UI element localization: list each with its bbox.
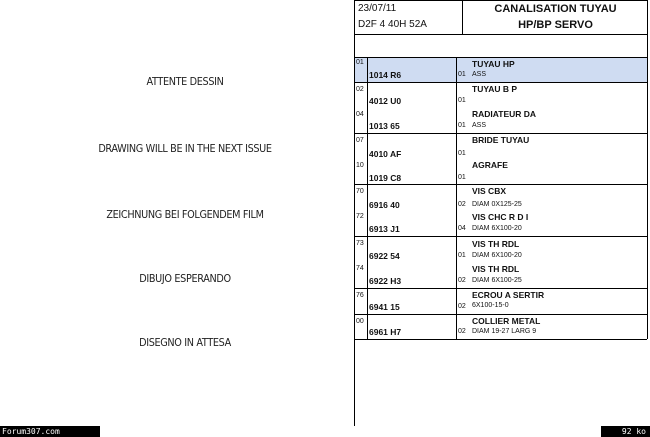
part-qty: 01 [458,97,466,104]
placeholder-text-de: ZEICHNUNG BEI FOLGENDEM FILM [106,208,264,221]
part-qty: 01 [458,150,466,157]
part-ref: 02 [356,86,364,93]
part-subdesc: 6X100-15-0 [472,302,509,309]
table-row [355,289,647,314]
part-subdesc: DIAM 6X100-20 [472,225,522,232]
part-desc: VIS CHC R D I [472,212,529,222]
part-qty: 02 [458,277,466,284]
part-qty: 02 [458,303,466,310]
part-ref: 76 [356,292,364,299]
col-divider-num [456,57,457,339]
part-desc: BRIDE TUYAU [472,135,530,145]
part-number: 6941 15 [369,302,400,312]
part-desc: RADIATEUR DA [472,109,537,119]
col-divider-ref [367,57,368,339]
header-date: 23/07/11 [358,3,397,14]
part-desc: TUYAU B P [472,84,518,94]
part-number: 4010 AF [369,149,402,159]
part-number: 1019 C8 [369,173,402,183]
file-size-badge: 92 ko [601,426,650,437]
table-bottom-rule [355,339,647,340]
part-subdesc: DIAM 6X100-25 [472,277,522,284]
table-row-group [355,185,647,236]
part-number: 1013 65 [369,121,400,131]
part-desc: ECROU A SERTIR [472,290,545,300]
placeholder-text-en: DRAWING WILL BE IN THE NEXT ISSUE [98,142,272,155]
table-row-group [355,83,647,133]
part-ref: 70 [356,188,364,195]
part-number: 1014 R6 [369,70,402,80]
part-subdesc: DIAM 0X125-25 [472,201,522,208]
header-code: D2F 4 40H 52A [358,19,427,30]
part-qty: 02 [458,328,466,335]
table-row[interactable] [355,58,647,82]
placeholder-text-fr: ATTENTE DESSIN [146,75,224,88]
part-subdesc: ASS [472,122,487,129]
part-number: 6961 H7 [369,327,402,337]
header-mid-rule [355,34,647,35]
part-number: 6922 54 [369,251,400,261]
part-ref: 01 [356,59,364,66]
part-ref: 73 [356,240,364,247]
placeholder-text-it: DISEGNO IN ATTESA [139,336,231,349]
watermark-left: Forum307.com [0,426,100,437]
part-subdesc: DIAM 19-27 LARG 9 [472,328,537,335]
header-title-line2: HP/BP SERVO [518,19,593,31]
part-number: 6916 40 [369,200,400,210]
part-number: 4012 U0 [369,96,402,106]
part-qty: 04 [458,225,466,232]
table-row [355,315,647,339]
table-row-group [355,134,647,184]
part-number: 6913 J1 [369,224,400,234]
part-ref: 74 [356,265,364,272]
part-qty: 01 [458,71,466,78]
placeholder-text-es: DIBUJO ESPERANDO [139,272,231,285]
part-desc: TUYAU HP [472,59,515,69]
part-ref: 07 [356,137,364,144]
header-title-line1: CANALISATION TUYAU [494,3,617,15]
part-qty: 01 [458,252,466,259]
part-ref: 04 [356,111,364,118]
part-desc: AGRAFE [472,160,508,170]
table-right-border [647,0,648,339]
part-qty: 01 [458,174,466,181]
header-top-rule [355,0,647,1]
parts-list-pane [355,0,650,426]
table-row-group [355,237,647,288]
part-ref: 72 [356,213,364,220]
part-qty: 02 [458,201,466,208]
part-desc: VIS TH RDL [472,264,520,274]
part-ref: 10 [356,162,364,169]
part-desc: VIS CBX [472,186,507,196]
part-qty: 01 [458,122,466,129]
part-number: 6922 H3 [369,276,402,286]
header-col-divider [462,0,463,34]
part-subdesc: DIAM 6X100-20 [472,252,522,259]
part-ref: 00 [356,318,364,325]
part-desc: VIS TH RDL [472,239,520,249]
part-desc: COLLIER METAL [472,316,541,326]
part-subdesc: ASS [472,71,487,78]
